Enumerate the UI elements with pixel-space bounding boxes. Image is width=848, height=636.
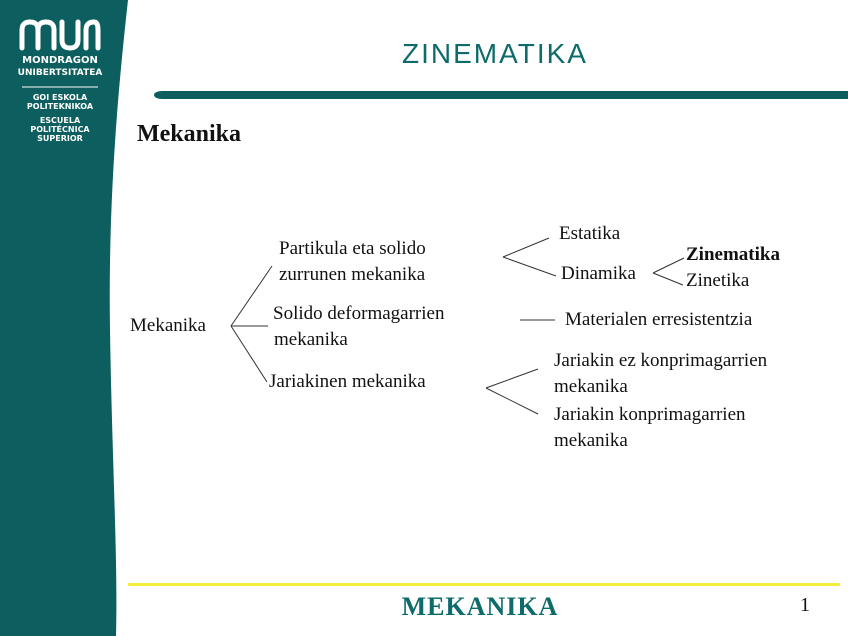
node-branch-1-line-2: zurrunen mekanika <box>279 264 426 285</box>
logo-text-4: POLITEKNIKOA <box>26 102 94 111</box>
node-jariakin-ez-1: Jariakin ez konprimagarrien <box>554 350 768 371</box>
node-zinetika: Zinetika <box>686 270 750 291</box>
node-branch-3: Jariakinen mekanika <box>269 371 426 392</box>
connector <box>231 326 267 382</box>
connector <box>231 266 272 326</box>
logo-text-2: UNIBERTSITATEA <box>17 68 103 78</box>
node-branch-1-line-1: Partikula eta solido <box>279 238 426 259</box>
logo-text-5: ESCUELA <box>39 116 81 125</box>
connector <box>486 369 538 388</box>
logo-text-6: POLITÉCNICA <box>30 125 90 134</box>
node-branch-2-line-1: Solido deformagarrien <box>273 303 445 324</box>
connector <box>653 258 684 273</box>
node-materialen: Materialen erresistentzia <box>565 309 753 330</box>
footer-title: MEKANIKA <box>401 592 559 621</box>
slide-heading: Mekanika <box>137 121 242 147</box>
node-zinematika: Zinematika <box>686 244 780 265</box>
node-jariakin-1: Jariakin konprimagarrien <box>554 404 746 425</box>
node-dinamika: Dinamika <box>561 263 636 284</box>
slide-title: ZINEMATIKA <box>402 38 588 69</box>
connector <box>653 273 683 285</box>
node-root: Mekanika <box>130 315 206 336</box>
node-jariakin-ez-2: mekanika <box>554 376 628 397</box>
node-branch-2-line-2: mekanika <box>274 329 348 350</box>
connector <box>503 257 556 276</box>
connector <box>486 388 538 414</box>
logo-text-7: SUPERIOR <box>37 134 83 143</box>
logo-text-3: GOI ESKOLA <box>32 93 88 102</box>
node-jariakin-2: mekanika <box>554 430 628 451</box>
logo-text-1: MONDRAGON <box>22 55 98 66</box>
page-number: 1 <box>800 594 810 616</box>
node-estatika: Estatika <box>559 223 621 244</box>
connector <box>503 238 549 257</box>
